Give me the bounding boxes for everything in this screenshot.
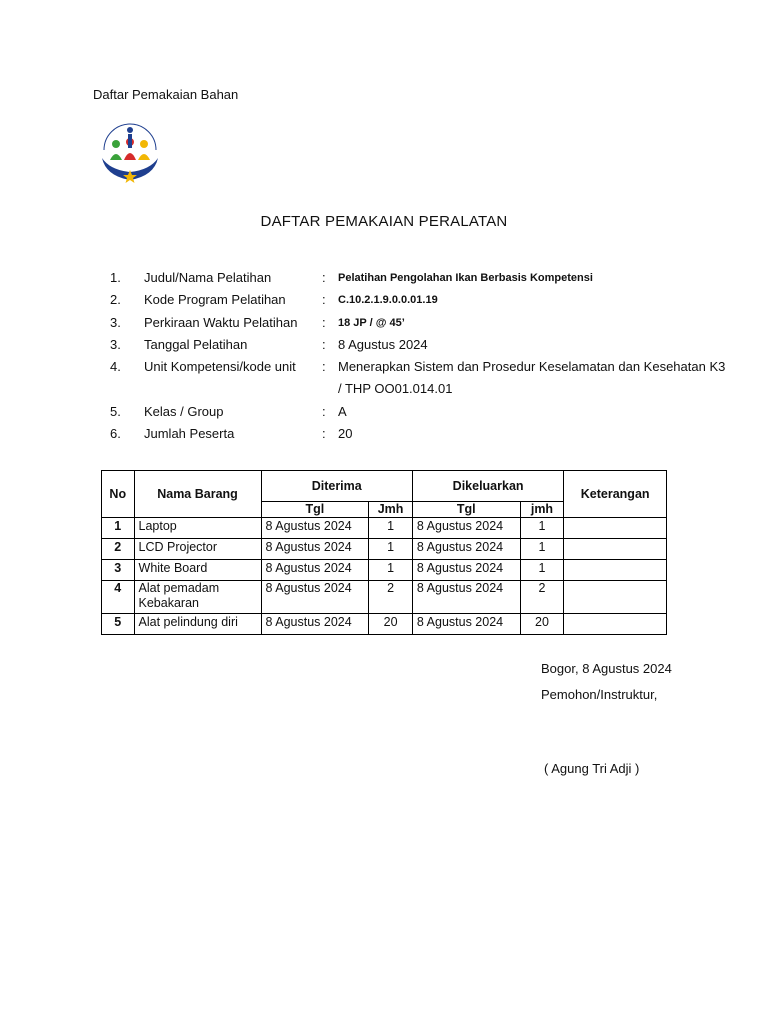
info-number: 1. [110,270,121,285]
cell-issued-qty: 1 [520,518,564,539]
cell-item-name: Laptop [134,518,261,539]
info-row-training-title [110,267,730,289]
cell-notes [564,560,667,581]
info-label: Kode Program Pelatihan [144,292,286,308]
cell-issued-date: 8 Agustus 2024 [412,581,520,614]
signature-role: Pemohon/Instruktur, [541,687,658,702]
cell-received-date: 8 Agustus 2024 [261,581,369,614]
info-value: C.10.2.1.9.0.0.01.19 [338,294,438,307]
signature-name: ( Agung Tri Adji ) [544,761,640,776]
cell-received-date: 8 Agustus 2024 [261,560,369,581]
logo-figure-yellow-head [140,140,148,148]
info-label: Jumlah Peserta [144,426,235,442]
cell-no: 3 [102,560,135,581]
info-label: Perkiraan Waktu Pelatihan [144,314,298,330]
cell-issued-qty: 20 [520,614,564,635]
info-value: A [338,403,347,419]
info-number: 5. [110,403,121,419]
cell-item-name: Alat pelindung diri [134,614,261,635]
info-number: 3. [110,336,121,352]
cell-item-name: White Board [134,560,261,581]
logo-figure-yellow-body [138,154,150,160]
info-value: 18 JP / @ 45’ [338,316,405,329]
header-received: Diterima [261,471,412,502]
cell-issued-date: 8 Agustus 2024 [412,539,520,560]
info-number: 6. [110,426,121,442]
header-notes: Keterangan [564,471,667,518]
info-colon: : [322,270,326,285]
info-row-program-code [110,289,730,311]
logo-pillar [128,134,132,148]
signature-place-date: Bogor, 8 Agustus 2024 [541,661,672,676]
table-row [102,539,667,560]
cell-issued-date: 8 Agustus 2024 [412,614,520,635]
cell-notes [564,518,667,539]
info-row-competency-unit [110,356,730,401]
cell-received-date: 8 Agustus 2024 [261,539,369,560]
table-row [102,581,667,614]
info-number: 2. [110,292,121,308]
table-row [102,518,667,539]
cell-no: 1 [102,518,135,539]
cell-received-qty: 1 [369,560,413,581]
header-issued-date: Tgl [412,502,520,518]
cell-no: 5 [102,614,135,635]
header-no: No [102,471,135,518]
info-value: 20 [338,426,353,442]
cell-no: 2 [102,539,135,560]
header-received-qty: Jmh [369,502,413,518]
logo-figure-green-head [112,140,120,148]
header-issued-qty: jmh [520,502,564,518]
cell-received-date: 8 Agustus 2024 [261,614,369,635]
cell-issued-qty: 1 [520,560,564,581]
cell-received-qty: 1 [369,518,413,539]
info-value-continued: / THP OO01.014.01 [338,381,453,397]
cell-no: 4 [102,581,135,614]
cell-received-qty: 20 [369,614,413,635]
cell-received-qty: 2 [369,581,413,614]
info-row-class-group [110,401,730,423]
header-received-date: Tgl [261,502,369,518]
cell-notes [564,581,667,614]
info-colon: : [322,403,326,419]
info-row-participant-count [110,423,730,445]
logo-figure-green-body [110,154,122,160]
equipment-table [101,470,667,635]
cell-issued-qty: 2 [520,581,564,614]
cell-issued-date: 8 Agustus 2024 [412,518,520,539]
info-colon: : [322,314,326,330]
cell-received-date: 8 Agustus 2024 [261,518,369,539]
cell-received-qty: 1 [369,539,413,560]
info-colon: : [322,359,326,375]
info-number: 4. [110,359,121,375]
info-value: Pelatihan Pengolahan Ikan Berbasis Kompetensi [338,272,593,284]
table-row [102,560,667,581]
info-colon: : [322,292,326,308]
info-value: Menerapkan Sistem dan Prosedur Keselamatan dan Kesehatan K3 [338,359,726,375]
page-header-label: Daftar Pemakaian Bahan [93,87,239,102]
table-header-row [102,471,667,502]
cell-item-name: Alat pemadam Kebakaran [134,581,261,614]
training-info-list [110,267,730,445]
info-number: 3. [110,314,121,330]
cell-issued-date: 8 Agustus 2024 [412,560,520,581]
info-colon: : [322,426,326,442]
document-title: DAFTAR PEMAKAIAN PERALATAN [260,213,508,230]
cell-issued-qty: 1 [520,539,564,560]
table-row [102,614,667,635]
cell-notes [564,614,667,635]
logo-top-dot [127,127,133,133]
info-label: Tanggal Pelatihan [144,336,248,352]
info-colon: : [322,336,326,352]
info-label: Kelas / Group [144,403,224,419]
header-item-name: Nama Barang [134,471,261,518]
info-row-training-duration [110,312,730,334]
logo-figure-red-body [124,153,136,160]
info-row-training-date [110,334,730,356]
cell-item-name: LCD Projector [134,539,261,560]
cell-notes [564,539,667,560]
info-label: Unit Kompetensi/kode unit [144,359,296,375]
organization-logo [96,120,164,186]
info-value: 8 Agustus 2024 [338,336,428,352]
header-issued: Dikeluarkan [412,471,563,502]
info-label: Judul/Nama Pelatihan [144,270,272,285]
